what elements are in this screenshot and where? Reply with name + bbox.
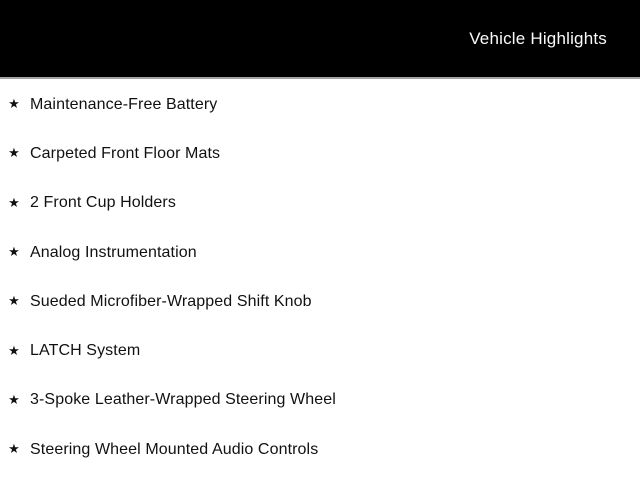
feature-label: Analog Instrumentation xyxy=(30,243,197,261)
star-icon: ★ xyxy=(8,195,20,211)
list-item xyxy=(0,425,640,474)
feature-label: Sueded Microfiber-Wrapped Shift Knob xyxy=(30,292,312,310)
list-item xyxy=(0,129,640,178)
page-title: Vehicle Highlights xyxy=(469,28,607,48)
star-icon: ★ xyxy=(8,97,20,113)
vehicle-highlights-header xyxy=(0,0,640,79)
list-item xyxy=(0,80,640,129)
star-icon: ★ xyxy=(8,294,20,310)
list-item xyxy=(0,277,640,326)
list-item xyxy=(0,228,640,277)
list-item xyxy=(0,179,640,228)
feature-label: Maintenance-Free Battery xyxy=(30,95,218,113)
feature-label: 2 Front Cup Holders xyxy=(30,194,176,212)
feature-label: Steering Wheel Mounted Audio Controls xyxy=(30,440,319,458)
star-icon: ★ xyxy=(8,146,20,162)
list-item xyxy=(0,326,640,375)
vehicle-highlights-list xyxy=(0,79,640,474)
star-icon: ★ xyxy=(8,245,20,261)
feature-label: Carpeted Front Floor Mats xyxy=(30,144,221,162)
star-icon: ★ xyxy=(8,442,20,458)
list-item xyxy=(0,376,640,425)
star-icon: ★ xyxy=(8,343,20,359)
feature-label: LATCH System xyxy=(30,342,141,360)
star-icon: ★ xyxy=(8,392,20,408)
feature-label: 3-Spoke Leather-Wrapped Steering Wheel xyxy=(30,391,336,409)
